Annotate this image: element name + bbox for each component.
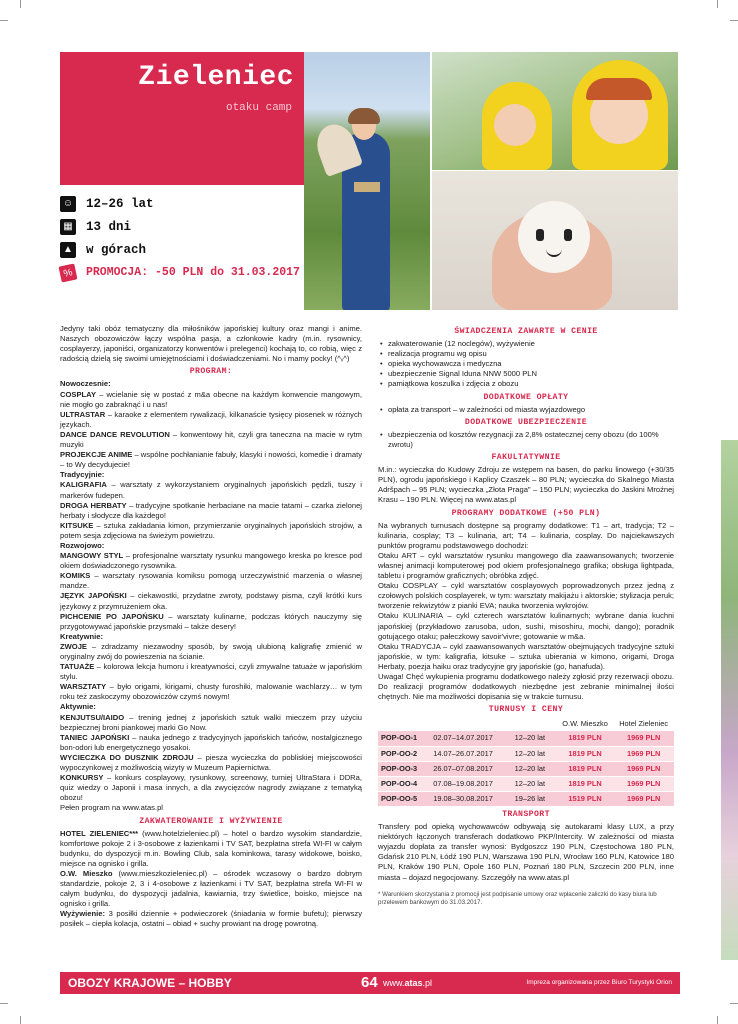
program-item-desc: – warsztaty kulinarne, podczas których nauczymy się przygotowywać japońskie przysmaki – także desery! xyxy=(60,611,362,631)
lodging-list xyxy=(60,829,362,930)
crop-mark xyxy=(717,1016,718,1024)
program-item xyxy=(60,733,362,753)
program-item-desc: – warsztaty rysowania komiksu pomogą urzeczywistnić marzenia o własnej mandze. xyxy=(60,571,362,591)
table-cell: 1969 PLN xyxy=(613,791,674,806)
extra-insurance-heading: DODATKOWE UBEZPIECZENIE xyxy=(464,417,588,427)
fact-promo xyxy=(60,261,305,284)
table-row xyxy=(378,776,674,791)
program-item-title: COSPLAY xyxy=(60,389,97,399)
program-heading: PROGRAM: xyxy=(189,367,233,377)
program-item xyxy=(60,480,362,500)
program-item-desc: – tradycyjne spotkanie herbaciane na macie tatami – czarka zielonej herbaty i słodycze dla każdego! xyxy=(60,500,362,520)
table-cell: 02.07–14.07.2017 xyxy=(430,731,511,746)
right-column xyxy=(378,324,674,907)
program-group-title-text: Aktywnie: xyxy=(60,702,96,712)
program-item xyxy=(60,753,362,773)
lodging-item xyxy=(60,829,362,869)
program-item xyxy=(60,450,362,470)
column-header: Hotel Zieleniec xyxy=(619,719,669,729)
program-item-desc: – konkurs cosplayowy, rysunkowy, screenowy, turniej UltraStara i DDRa, quiz wiedzy o Japonii i masa innych, a dla zwycięzców nagrody związane z tematyką obozu! xyxy=(60,773,362,803)
page-number: 64 xyxy=(361,974,378,991)
crop-mark xyxy=(20,1016,21,1024)
program-item-title: KOMIKS xyxy=(60,571,91,581)
lodging-item-desc: (www.mieszkozieleniec.pl) – ośrodek wczasowy o bardzo dobrym standardzie, pokoje 2, 3 i 4-osobowe z łazienkami i TV SAT, bezpłatna strefa WI-FI w całym budynku, do dyspozycji jadalnia, kawiarnia, trzy świetlice, boisko, miejsce na ognisko i grilla. xyxy=(60,868,362,909)
extra-programs-text xyxy=(378,521,674,703)
program-item-title: DROGA HERBATY xyxy=(60,500,127,510)
program-item-title: KALIGRAFIA xyxy=(60,480,107,490)
program-item-desc: – było origami, kirigami, chusty furoshiki, malowanie wachlarzy… w tym roku też zaskoczymy obozowiczów czymś nowym! xyxy=(60,682,362,702)
program-group-title-text: Tradycyjnie: xyxy=(60,470,105,480)
table-cell: 12–20 lat xyxy=(512,776,557,791)
camp-facts xyxy=(60,192,305,284)
program-item-title: PROJEKCJE ANIME xyxy=(60,450,133,460)
program-group-title xyxy=(60,379,362,389)
transport-heading: TRANSPORT xyxy=(502,809,550,819)
program-item xyxy=(60,501,362,521)
included-heading: ŚWIADCZENIA ZAWARTE W CENIE xyxy=(454,327,598,336)
extra-program-paragraph: Otaku KULINARIA – cykl czterech warsztatów kulinarnych; wybrane dania kuchni japońskiej (przykładowo zarusoba, udon, sushi, misoshiru, mochi, dango); poradnik gotującego otaku; pałeczkowy savoir'vivre; gotowanie w m&a. xyxy=(378,611,674,641)
table-cell: POP-OO-2 xyxy=(378,746,430,761)
list-item: • ubezpieczenia od kosztów rezygnacji za 2,8% ostatecznej ceny obozu (do 100% zwrotu) xyxy=(388,430,674,450)
table-row xyxy=(378,746,674,761)
program-item-desc: – trening jednej z japońskich sztuk walki mieczem przy użyciu bezpiecznej broni piankowej marki Go Now. xyxy=(60,712,362,732)
program-item xyxy=(60,642,362,662)
table-cell: 1819 PLN xyxy=(557,761,614,776)
extra-program-paragraph: Na wybranych turnusach dostępne są programy dodatkowe: T1 – art, tradycja; T2 – kulinaria, cosplay; T3 – kulinaria, art; T4 – kulinaria, cosplay. Do najciekawszych punktów programu podstawowego dochodzi: xyxy=(378,520,674,550)
super-price-icon: % xyxy=(59,263,78,282)
extra-programs-heading: PROGRAMY DODATKOWE (+50 PLN) xyxy=(451,508,601,518)
program-item-desc: – karaoke z elementem rywalizacji, kilkanaście tysięcy piosenek w różnych językach. xyxy=(60,409,362,429)
list-item: • opłata za transport – w zależności od miasta wyjazdowego xyxy=(388,405,674,415)
program-group-title-text: Nowoczesnie: xyxy=(60,379,111,389)
side-photo-strip xyxy=(721,440,738,960)
program-item-title: PICHCENIE PO JAPOŃSKU xyxy=(60,611,164,621)
fact-duration-text: 13 dni xyxy=(86,219,132,234)
extra-program-paragraph: Otaku ART – cykl warsztatów rysunku mangowego dla zaawansowanych; tworzenie własnej animacji komputerowej pod okiem profesjonalnego grafika; obsługa lightpada, tabletu i programów graficznych; obróbka zdjęć. xyxy=(378,550,674,581)
title-banner xyxy=(60,52,304,185)
list-item: • realizacja programu wg opisu xyxy=(388,349,674,359)
crop-mark xyxy=(0,1003,8,1004)
crop-mark xyxy=(20,0,21,8)
program-item xyxy=(60,390,362,410)
program-item-desc: – sztuka zakładania kimon, przymierzanie oryginalnych japońskich strojów, a potem sesja zdjęciowa na świeżym powietrzu. xyxy=(60,520,362,540)
crop-mark xyxy=(730,20,738,21)
table-cell: 12–20 lat xyxy=(512,746,557,761)
program-item xyxy=(60,612,362,632)
photo-rice-ball-hands xyxy=(432,171,678,310)
extra-program-paragraph: Uwaga! Chęć wykupienia programu dodatkowego należy zgłosić przy rezerwacji obozu. Do realizacji programów dodatkowych niezbędne jest zebranie minimalnej ilości chętnych. Nie ma możliwości dopisania się w trakcie turnusu. xyxy=(378,672,674,702)
turns-heading: TURNUSY I CENY xyxy=(488,705,564,715)
list-item: • zakwaterowanie (12 noclegów), wyżywienie xyxy=(388,339,674,349)
program-item-title: WYCIECZKA DO DUSZNIK ZDROJU xyxy=(60,752,194,762)
turns-table xyxy=(378,717,674,807)
table-cell: 1969 PLN xyxy=(613,761,674,776)
program-item-title: KONKURSY xyxy=(60,773,104,783)
crop-mark xyxy=(730,1003,738,1004)
program-item xyxy=(60,571,362,591)
promo-text: PROMOCJA: -50 PLN do 31.03.2017 xyxy=(86,266,300,279)
program-group-title xyxy=(60,702,362,712)
column-header: O.W. Mieszko xyxy=(562,719,608,729)
program-item-desc: – kolorowa lekcja humoru i kreatywności, czyli zmywalne tatuaże w japońskim stylu. xyxy=(60,662,362,682)
program-footer: Pełen program na www.atas.pl xyxy=(60,803,163,813)
fact-location xyxy=(60,238,305,261)
program-item xyxy=(60,521,362,541)
table-cell: 07.08–19.08.2017 xyxy=(430,776,511,791)
program-item xyxy=(60,713,362,733)
program-list xyxy=(60,379,362,803)
program-item-title: KENJUTSU/IAIDO xyxy=(60,712,125,722)
included-list xyxy=(378,339,674,389)
extra-program-paragraph: Otaku TRADYCJA – cykl zaawansowanych warsztatów obejmujących tradycyjne sztuki japońskie, w tym: kaligrafia, kitsuke – sztuka ubierania w kimono, origami, Droga Herbaty, poezja haiku oraz tradycyjne gry japońskie (go, hanafuda). xyxy=(378,641,674,671)
lodging-item-title: O.W. Mieszko xyxy=(60,868,113,878)
fact-age xyxy=(60,192,305,215)
program-group-title xyxy=(60,632,362,642)
table-cell: 12–20 lat xyxy=(512,731,557,746)
program-item-title: MANGOWY STYL xyxy=(60,551,124,561)
calendar-icon: ▦ xyxy=(60,219,76,235)
program-item-desc: – nauka jednego z tradycyjnych japońskich tańców, nostalgicznego bon-odori lub energetycznego yosakoi. xyxy=(60,732,362,752)
organizer-text: Impreza organizowana przez Biuro Turystyki Orion xyxy=(526,979,672,986)
table-cell: 1969 PLN xyxy=(613,776,674,791)
program-group-title-text: Rozwojowo: xyxy=(60,540,105,550)
optional-heading: FAKULTATYWNIE xyxy=(491,453,561,463)
program-item-title: KITSUKE xyxy=(60,520,94,530)
program-group-title xyxy=(60,541,362,551)
extra-fees-list xyxy=(378,405,674,415)
program-item xyxy=(60,410,362,430)
table-cell: POP-OO-5 xyxy=(378,791,430,806)
program-item xyxy=(60,773,362,803)
program-item-desc: – ciekawostki, przydatne zwroty, podstawy pisma, czyli krótki kurs językowy z przymrużeniem oka. xyxy=(60,591,362,611)
extra-fees-heading: DODATKOWE OPŁATY xyxy=(483,392,569,402)
mountains-icon: ▲ xyxy=(60,242,76,258)
program-item-title: JĘZYK JAPOŃSKI xyxy=(60,591,127,601)
website-link[interactable]: www.atas.pl xyxy=(383,978,433,988)
intro-text: Jedyny taki obóz tematyczny dla miłośników japońskiej kultury oraz mangi i anime. Naszych obozowiczów łączy wspólna pasja, a członkowie kadry (m.in. rysownicy, cosplayerzy, japoniści, organizatorzy konwentów i prelegenci) kochają to, co robią, więc z radością dzielą się swoimi umiejętnościami i doświadczeniami. No i mamy pocky! (^ᵥ^) xyxy=(60,324,362,364)
crop-mark xyxy=(717,0,718,8)
page-footer xyxy=(60,972,680,994)
table-cell: 19–26 lat xyxy=(512,791,557,806)
program-group-title-text: Kreatywnie: xyxy=(60,631,104,641)
age-icon: ☺ xyxy=(60,196,76,212)
program-item-title: ZWOJE xyxy=(60,641,88,651)
lodging-item-title: Wyżywienie: xyxy=(60,909,106,919)
program-item xyxy=(60,430,362,450)
lodging-item-title: HOTEL ZIELENIEC*** xyxy=(60,828,139,838)
program-item xyxy=(60,551,362,571)
table-row xyxy=(378,731,674,746)
footnote: * Warunkiem skorzystania z promocji jest podpisanie umowy oraz wpłacenie zaliczki do kasy biura lub przelewem bankowym do 31.03.2017. xyxy=(378,890,657,906)
program-item-desc: – piesza wycieczka do pobliskiej miejscowości wypoczynkowej z możliwością wizyty w Muzeum Papiernictwa. xyxy=(60,752,362,773)
optional-text: M.in.: wycieczka do Kudowy Zdroju ze wstępem na basen, do parku linowego (+30/35 PLN), ogrodu japońskiego i Kaplicy Czaszek – 80 PLN; wycieczka do Skalnego Miasta Adršpach – 95 PLN; wycieczka „Złota Praga" – 150 PLN; wycieczka do Jaskini Mroźnej Krasu – 190 PLN. Więcej na www.atas.pl xyxy=(378,465,674,505)
table-cell: 1819 PLN xyxy=(557,746,614,761)
list-item: • opieka wychowawcza i medyczna xyxy=(388,359,674,369)
table-cell: 1969 PLN xyxy=(613,746,674,761)
page-title: Zieleniec xyxy=(138,62,294,93)
program-group-title xyxy=(60,470,362,480)
fact-location-text: w górach xyxy=(86,242,147,257)
left-column xyxy=(60,324,362,930)
table-cell: 1519 PLN xyxy=(557,791,614,806)
program-item-desc: – warsztaty z wykorzystaniem oryginalnych japońskich pędzli, tuszy i markerów fudepen. xyxy=(60,480,362,500)
table-cell: 1819 PLN xyxy=(557,731,614,746)
fact-duration xyxy=(60,215,305,238)
photo-cosplay-girls xyxy=(432,52,678,170)
table-row xyxy=(378,761,674,776)
program-item-title: WARSZTATY xyxy=(60,682,107,692)
table-cell: 14.07–26.07.2017 xyxy=(430,746,511,761)
lodging-heading: ZAKWATEROWANIE I WYŻYWIENIE xyxy=(139,816,283,826)
program-item-desc: – zdradzamy niezawodny sposób, by swoją ulubioną kaligrafię zmienić w oryginalny zwój do powieszenia na ścianie. xyxy=(60,641,362,661)
photo-kimono-girl xyxy=(304,52,430,310)
program-item xyxy=(60,591,362,611)
crop-mark xyxy=(0,20,8,21)
program-item xyxy=(60,662,362,682)
table-cell: POP-OO-4 xyxy=(378,776,430,791)
table-cell: 1819 PLN xyxy=(557,776,614,791)
program-item-title: TATUAŻE xyxy=(60,662,95,672)
fact-age-text: 12–26 lat xyxy=(86,196,154,211)
table-cell: 19.08–30.08.2017 xyxy=(430,791,511,806)
extra-insurance-list xyxy=(378,430,674,450)
table-cell: POP-OO-3 xyxy=(378,761,430,776)
list-item: • ubezpieczenie Signal Iduna NNW 5000 PLN xyxy=(388,369,674,379)
table-cell: 1969 PLN xyxy=(613,731,674,746)
program-item-desc: – profesjonalne warsztaty rysunku mangowego kreska po kresce pod okiem doświadczonego rysownika. xyxy=(60,551,362,571)
table-row xyxy=(378,791,674,806)
table-cell: POP-OO-1 xyxy=(378,731,430,746)
lodging-item xyxy=(60,869,362,909)
lodging-item xyxy=(60,909,362,929)
transport-text: Transfery pod opieką wychowawców odbywają się autokarami klasy LUX, a przy niektórych łączonych transferach dodatkowo PKP/Intercity. W zależności od miasta wyjazdu dopłata za transfer wynosi: Bydgoszcz 190 PLN, Częstochowa 180 PLN, Gdańsk 210 PLN, Łódź 190 PLN, Warszawa 190 PLN, Wrocław 160 PLN, Katowice 180 PLN, Kraków 190 PLN, Opole 160 PLN, Poznań 180 PLN, Szczecin 200 PLN, inne miasta – dojazd negocjowany. Szczegóły na www.atas.pl xyxy=(378,822,674,882)
program-item-desc: – wspólne pochłanianie fabuły, klasyki i nowości, komedie i dramaty – to Wy decydujecie! xyxy=(60,450,363,470)
program-item-desc: – konwentowy hit, czyli gra taneczna na macie w rytm muzyki xyxy=(60,429,362,450)
table-cell: 12–20 lat xyxy=(512,761,557,776)
extra-program-paragraph: Otaku COSPLAY – cykl warsztatów cosplayowych poprowadzonych przez jedną z czołowych polskich cosplayerek, w tym: warsztaty makijażu i aktorskie; stylizacja peruk; tworzenie rekwizytów z pianki EVA; nauka tworzenia wykrojów. xyxy=(378,581,674,611)
program-item-title: DANCE DANCE REVOLUTION xyxy=(60,429,170,439)
table-cell: 26.07–07.08.2017 xyxy=(430,761,511,776)
list-item: • pamiątkowa koszulka i zdjęcia z obozu xyxy=(388,379,674,389)
program-item xyxy=(60,682,362,702)
program-item-desc: – wcielanie się w postać z m&a obecne na każdym konwencie mangowym, nie mogło go zabraknąć i u nas! xyxy=(60,389,362,409)
page-subtitle: otaku camp xyxy=(225,102,292,114)
lodging-item-desc: 3 posiłki dziennie + podwieczorek (śniadania w formie bufetu); pierwszy posiłek – ciepła kolacja, ostatni – obiad + suchy prowiant na drogę powrotną. xyxy=(60,909,362,929)
lodging-item-desc: (www.hotelzieleniec.pl) – hotel o bardzo wysokim standardzie, komfortowe pokoje 2 i 3-osobowe z łazienkami i TV SAT, bezpłatna strefa WI-FI w całym budynku, do dyspozycji m.in. Bowling Club, sala kominkowa, tarasy widokowe, boisko, miejsce na ognisko i grilla. xyxy=(60,828,362,868)
program-item-title: TANIEC JAPOŃSKI xyxy=(60,732,130,742)
program-item-title: ULTRASTAR xyxy=(60,409,106,419)
footer-section: OBOZY KRAJOWE – HOBBY xyxy=(68,976,232,990)
